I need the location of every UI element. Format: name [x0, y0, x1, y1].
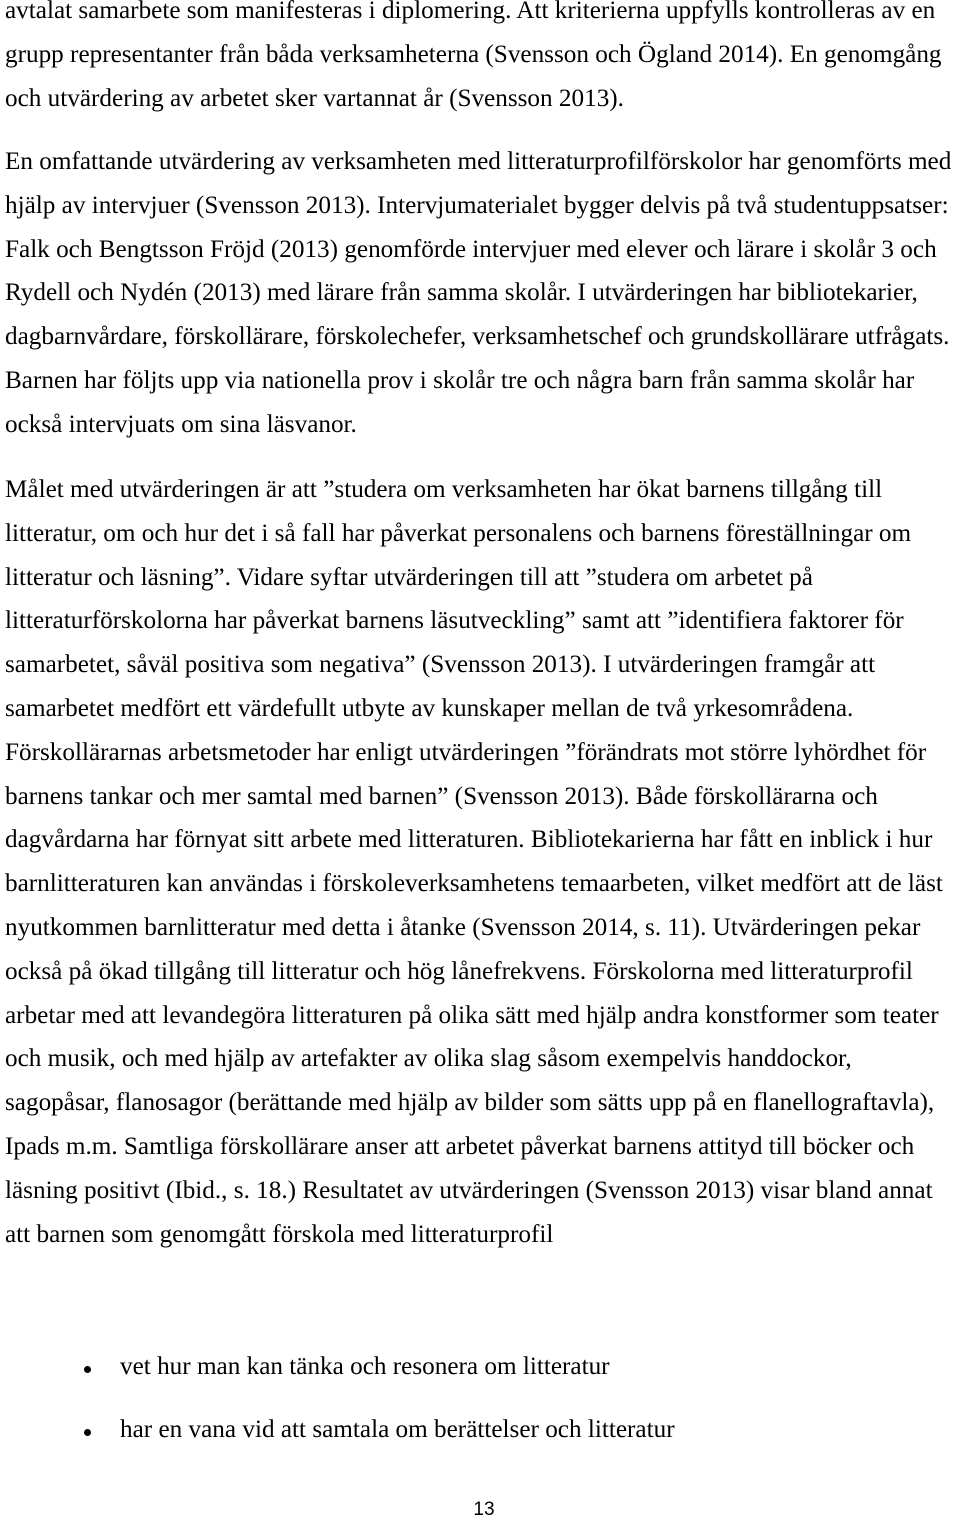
paragraph: [5, 468, 960, 1256]
paragraph: [5, 140, 960, 447]
bullet-icon: [84, 1366, 91, 1373]
paragraph-line: nyutkommen barnlitteratur med detta i åtanke (Svensson 2014, s. 11). Utvärderingen pekar: [5, 913, 921, 941]
bullet-text: vet hur man kan tänka och resonera om litteratur: [120, 1353, 610, 1380]
paragraph-line: En omfattande utvärdering av verksamheten med litteraturprofilförskolor har genomförts med: [5, 148, 952, 175]
paragraph-line: litteraturförskolorna har påverkat barnens läsutveckling” samt att ”identifiera faktorer för: [5, 607, 904, 635]
paragraph-line: också intervjuats om sina läsvanor.: [5, 410, 357, 438]
paragraph: [5, 0, 960, 120]
paragraph-line: Barnen har följts upp via nationella prov i skolår tre och några barn från samma skolår har: [5, 366, 915, 394]
page-number: 13: [473, 1499, 495, 1520]
paragraph-line: Ipads m.m. Samtliga förskollärare anser att arbetet påverkat barnens attityd till böcker och: [5, 1132, 915, 1160]
paragraph-line: barnens tankar och mer samtal med barnen” (Svensson 2013). Både förskollärarna och: [5, 782, 878, 810]
paragraph-line: samarbetet, såväl positiva som negativa” (Svensson 2013). I utvärderingen framgår att: [5, 651, 876, 679]
bullet-icon: [84, 1429, 91, 1436]
paragraph-line: att barnen som genomgått förskola med litteraturprofil: [5, 1220, 554, 1248]
paragraph-line: dagbarnvårdare, förskollärare, förskolechefer, verksamhetschef och grundskollärare utfrågats.: [5, 323, 950, 351]
paragraph-line: och utvärdering av arbetet sker vartannat år (Svensson 2013).: [5, 84, 624, 112]
paragraph-line: Falk och Bengtsson Fröjd (2013) genomförde intervjuer med elever och lärare i skolår 3 och: [5, 235, 937, 263]
bullet-item: [0, 1345, 960, 1408]
paragraph-line: dagvårdarna har förnyat sitt arbete med litteraturen. Bibliotekarierna har fått en inblick i hur: [5, 826, 933, 854]
paragraph-line: Förskollärarnas arbetsmetoder har enligt utvärderingen ”förändrats mot större lyhördhet för: [5, 738, 927, 766]
paragraph-line: litteratur, om och hur det i så fall har påverkat personalens och barnens föreställningar om: [5, 519, 912, 547]
paragraph-line: läsning positivt (Ibid., s. 18.) Resultatet av utvärderingen (Svensson 2013) visar bland annat: [5, 1176, 933, 1204]
paragraph-line: också på ökad tillgång till litteratur och hög lånefrekvens. Förskolorna med litteraturprofil: [5, 957, 913, 985]
paragraph-line: sagopåsar, flanosagor (berättande med hjälp av bilder som sätts upp på en flanellograftavla),: [5, 1089, 935, 1117]
paragraph-line: barnlitteraturen kan användas i förskoleverksamhetens temaarbeten, vilket medfört att de läst: [5, 870, 943, 898]
paragraph-line: hjälp av intervjuer (Svensson 2013). Intervjumaterialet bygger delvis på två studentuppsatser:: [5, 191, 949, 219]
paragraph-line: litteratur och läsning”. Vidare syftar utvärderingen till att ”studera om arbetet på: [5, 563, 813, 591]
paragraph-line: samarbetet medfört ett värdefullt utbyte av kunskaper mellan de två yrkesområdena.: [5, 694, 854, 722]
paragraph-line: arbetar med att levandegöra litteraturen på olika sätt med hjälp andra konstformer som teater: [5, 1001, 939, 1029]
paragraph-line: grupp representanter från båda verksamheterna (Svensson och Ögland 2014). En genomgång: [5, 40, 942, 68]
bullet-text: har en vana vid att samtala om berättelser och litteratur: [120, 1416, 675, 1443]
paragraph-line: och musik, och med hjälp av artefakter av olika slag såsom exempelvis handdockor,: [5, 1045, 852, 1073]
paragraph-line: Målet med utvärderingen är att ”studera om verksamheten har ökat barnens tillgång till: [5, 476, 883, 503]
bullet-item: [0, 1408, 960, 1471]
paragraph-line: avtalat samarbete som manifesteras i diplomering. Att kriterierna uppfylls kontrolleras av en: [5, 0, 936, 24]
bullet-list: [0, 1345, 960, 1471]
paragraph-line: Rydell och Nydén (2013) med lärare från samma skolår. I utvärderingen har bibliotekarier,: [5, 279, 918, 307]
